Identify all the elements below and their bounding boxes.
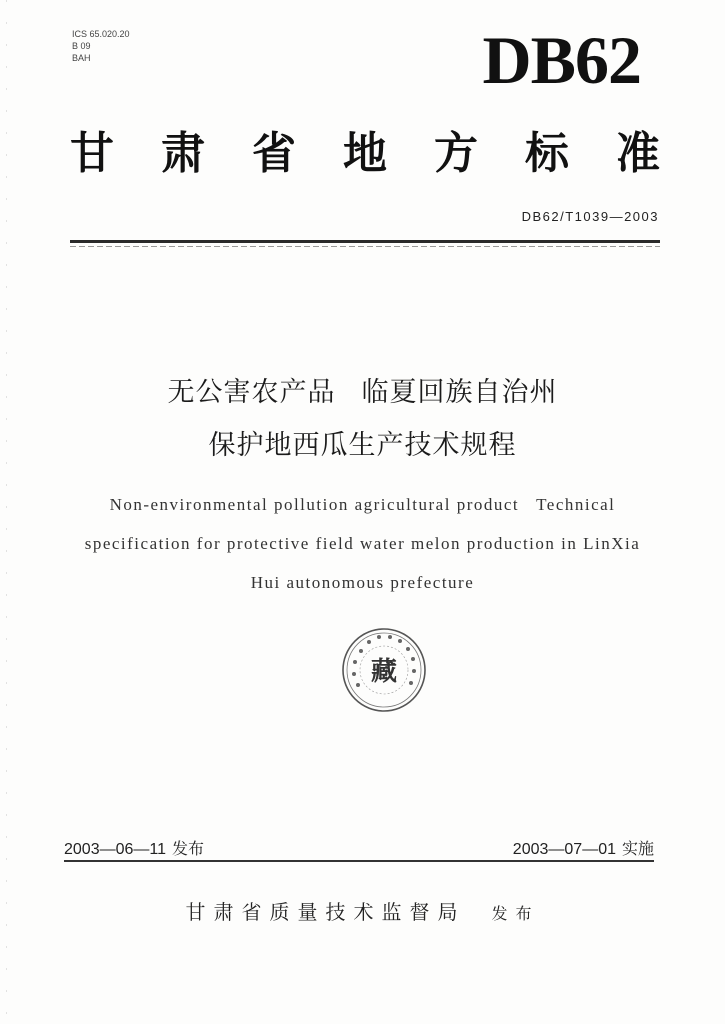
title-char: 省	[252, 128, 296, 179]
implement-date: 2003—07—01	[512, 841, 616, 858]
standard-type-title	[70, 126, 660, 182]
library-collection-stamp	[339, 625, 429, 715]
chinese-title-line-2: 保护地西瓜生产技术规程	[208, 430, 517, 461]
issue-date: 2003—06—11	[64, 841, 166, 858]
header-divider-shadow	[70, 246, 660, 247]
ics-code: ICS 65.020.20	[72, 29, 130, 39]
chinese-title-part-a: 无公害农产品	[167, 377, 336, 408]
title-char: 准	[616, 128, 660, 179]
issuer-action: 发布	[491, 904, 540, 923]
english-title-line-1: Non-environmental pollution agricultural product Technical	[109, 495, 616, 514]
standard-code-logo: DB62	[482, 22, 641, 98]
implement-date-group	[513, 836, 654, 859]
title-char: 标	[525, 128, 569, 179]
issuer-line	[0, 896, 725, 925]
chinese-title-line-1	[0, 370, 725, 409]
issue-date-group	[64, 836, 204, 859]
english-title-line-3: Hui autonomous prefecture	[250, 573, 475, 592]
english-title-line-2: specification for protective field water melon production in LinXia	[84, 534, 641, 553]
issue-label: 发布	[172, 839, 205, 858]
title-char: 甘	[70, 128, 114, 179]
stamp-center-char: 藏	[370, 657, 398, 687]
scan-edge-artifact	[6, 0, 7, 1024]
stamp-icon	[339, 625, 429, 715]
footer-divider	[64, 860, 654, 862]
ccs-code: B 09	[72, 41, 91, 51]
classification-codes	[72, 28, 130, 64]
date-row	[64, 836, 654, 860]
issuer-name: 甘肃省质量技术监督局	[185, 900, 466, 924]
registration-code: BAH	[72, 53, 91, 63]
implement-label: 实施	[621, 839, 654, 858]
header-divider	[70, 240, 660, 243]
standard-number: DB62/T1039—2003	[521, 209, 659, 224]
chinese-title-part-b: 临夏回族自治州	[361, 377, 558, 408]
title-char: 肃	[161, 128, 205, 179]
title-char: 地	[343, 128, 387, 179]
title-char: 方	[434, 128, 478, 179]
english-title	[40, 485, 685, 602]
